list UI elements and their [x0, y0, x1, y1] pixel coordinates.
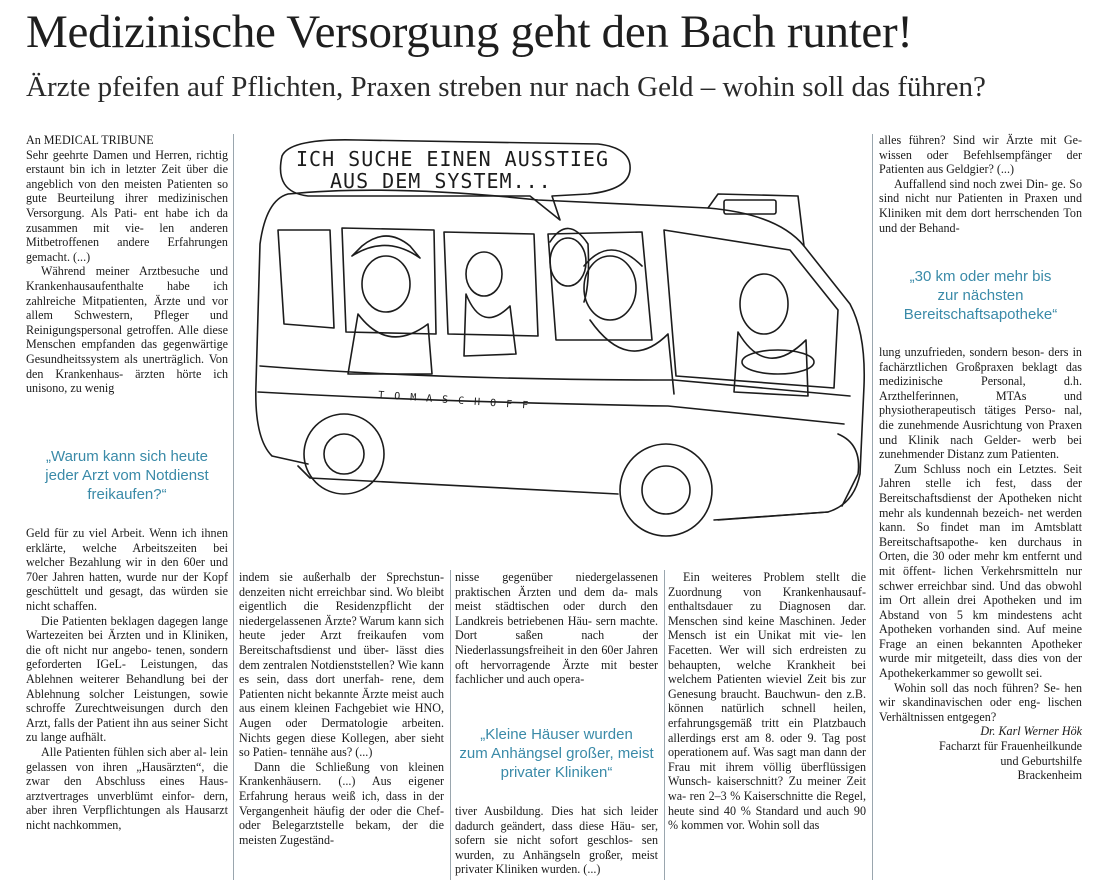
text-line: lange Wartezeiten bei Ärzten und in: [26, 613, 228, 643]
pull-quote-line: „Kleine Häuser wurden: [480, 726, 633, 743]
text-line: ser, sofern sie nicht sofort geschlos-: [455, 818, 658, 848]
speech-bubble-line: AUS DEM SYSTEM...: [330, 169, 552, 193]
text-line: Praxen und Kliniken mit dem dort: [879, 191, 1083, 220]
text-line: d.h. Arzthelferinnen, MTAs und: [879, 374, 1082, 403]
text-line: Dermatologie arbeiten. Nichts gegen: [239, 715, 444, 745]
text-line: dern, aber ihren Verpflichtungen: [26, 788, 228, 818]
text-line: falls der Patient ihn aus seiner Sicht: [53, 715, 228, 730]
text-line: Ein weiteres Problem stellt die: [683, 570, 866, 584]
pull-quote-line: Bereitschaftsapotheke“: [903, 306, 1058, 323]
text-line: Geld für zu viel Arbeit. Wenn ich: [26, 526, 197, 540]
letter-column-5: [879, 133, 1082, 235]
text-line: beklagt das medizinische Personal,: [879, 359, 1082, 389]
text-line: Abstand von 5 km mindestens acht: [879, 607, 1082, 622]
text-line: arztvertrages unverblümt einfor-: [26, 788, 195, 803]
column-divider: [233, 134, 234, 880]
text-line: über die angeblich von den meisten: [26, 162, 228, 191]
text-line: richtig erstaunt bin ich in letzter Zeit: [26, 147, 228, 177]
paragraph: [26, 148, 228, 265]
cartoon-illustration: [238, 134, 866, 559]
text-line: denzeiten nicht erreichbar sind. Wo: [239, 584, 413, 599]
text-line: Dann die Schließung von kleinen: [254, 759, 444, 774]
text-line: Während meiner Arztbesuche: [41, 264, 200, 279]
text-line: bleibt eigentlich die Residenzpflicht: [239, 584, 444, 614]
text-line: lein gelassen von ihren „Hausärzten“,: [26, 744, 228, 774]
letter-column-3: [455, 570, 658, 687]
text-line: hen wir skandinavischen oder eng-: [879, 680, 1083, 710]
text-line: Leistungen, das Ablehnen weiterer: [26, 657, 228, 686]
text-line: nisse gegenüber niedergelassenen: [455, 570, 658, 584]
text-line: zur Genesung braucht. Bauchwun-: [668, 672, 867, 701]
text-line: Apotheken vorhanden sind. Auf: [879, 622, 1046, 637]
text-line: lischen Verhältnissen entgegen?: [879, 695, 1082, 724]
pull-quote-line: „30 km oder mehr bis: [909, 268, 1052, 285]
text-line: ders in fachärztlichen Großpraxen: [879, 345, 1082, 374]
article-headline: Medizinische Versorgung geht den Bach runter!: [26, 6, 913, 58]
text-line: den z.B. können natürlich schnell: [668, 686, 867, 716]
text-line: Was sagt man dann der Frau mit: [668, 745, 867, 774]
text-line: heute sind 40 % Standard und auch: [668, 803, 850, 818]
text-line: medizinischen Versorgung. Als Pati-: [26, 191, 228, 220]
text-line: tenen, sondern geforderten IGeL-: [26, 642, 229, 672]
text-line: praktischen Ärzten und dem da-: [455, 584, 628, 599]
paragraph: [879, 345, 1082, 462]
text-line: unerträglich. Von den Krankenhaus-: [26, 351, 228, 381]
pull-quote-line: freikaufen?“: [87, 486, 167, 503]
text-line: Ärzte meist auch aus einem kleinen: [239, 686, 444, 716]
text-line: Auffallend sind noch zwei Din-: [894, 176, 1049, 191]
pull-quote-line: privater Kliniken“: [500, 764, 613, 781]
speech-bubble-line: ICH SUCHE EINEN AUSSTIEG: [296, 147, 609, 171]
paragraph: [879, 177, 1082, 235]
bus-windshield: [664, 230, 838, 388]
text-line: nur der Kopf geschüttelt und gesagt,: [26, 569, 228, 599]
author-title: Facharzt für Frauenheilkunde: [938, 739, 1082, 754]
letter-column-2: [239, 570, 444, 847]
text-line: diese Kollegen, aber sieht so Patien-: [239, 730, 444, 760]
paragraph: [455, 570, 658, 687]
pull-quote: [455, 725, 658, 782]
text-line: Die Patienten beklagen dagegen: [41, 613, 199, 628]
text-line: Alle Patienten fühlen sich aber al-: [41, 744, 207, 759]
text-line: enthaltsdauer zu Diagnosen dar.: [668, 599, 866, 614]
text-line: nal, die zunehmende Ausrichtung: [879, 403, 1082, 432]
text-line: heilen, erfahrungsgemäß tritt ein: [668, 701, 866, 730]
text-line: kann sich heute jeder Arzt freikaufen: [239, 613, 444, 643]
text-line: nicht mehr als kundennah bezeich-: [879, 490, 1083, 520]
text-line: zu behaupten, welche Krankheit bei: [668, 642, 866, 672]
text-line: gegenwärtige Gesundheitssystem als: [26, 337, 228, 366]
text-line: bei welcher Bezahlung wir in den: [26, 540, 228, 570]
paragraph: [26, 745, 228, 833]
text-line: Patienten aus Geldgier? (...): [879, 162, 1014, 177]
text-line: wissen oder Befehlsempfänger der: [879, 147, 1082, 162]
text-line: Menschen sind keine Maschinen.: [668, 613, 836, 628]
paragraph: [26, 264, 228, 395]
letter-column-1-continued: [26, 526, 228, 832]
text-line: so gewollt sei.: [972, 666, 1043, 681]
text-line: ich zahlreiche Mitpatienten, Ärzte: [26, 278, 228, 308]
text-line: 60er und 70er Jahren hatten, wurde: [26, 555, 228, 584]
bus-wheel: [620, 444, 712, 536]
text-line: lung unzufrieden, sondern beson-: [879, 345, 1045, 359]
text-line: der Vergangenheit häufig der oder: [239, 788, 444, 818]
text-line: ihnen erklärte, welche Arbeitszeiten: [26, 526, 228, 555]
text-line: oder 9. Tag post operationem auf.: [668, 730, 866, 760]
text-line: Zuordnung von Krankenhausauf-: [668, 584, 866, 599]
text-line: net werden kann. So findet man: [879, 505, 1083, 535]
text-line: len anderen Mitbetroffenen andere: [26, 220, 228, 250]
text-line: tennähe aus? (...): [290, 745, 373, 760]
text-line: ren 2–3 % Kaiserschnitte die Regel,: [689, 788, 866, 803]
text-line: kaiserschnitt? Zu meiner Zeit wa-: [668, 774, 866, 803]
text-line: Kliniken, die oft nicht nur angebo-: [26, 628, 228, 657]
text-line: dass dies von der Apothekerkammer: [879, 651, 1082, 681]
text-line: lässt dies dem zentralen Notdienststellen?: [239, 642, 444, 672]
letter-recipient: An MEDICAL TRIBUNE: [26, 133, 154, 147]
text-line: Seit Jahren stelle ich fest, dass der: [879, 461, 1083, 491]
text-line: als Hausarzt nicht nachkommen,: [26, 803, 228, 832]
paragraph: [879, 462, 1082, 681]
paragraph: [879, 133, 1082, 177]
text-line: meine Frage an einen bekannten: [879, 622, 1082, 651]
text-line: Jeder Mensch ist ein Unikat mit vie-: [668, 613, 866, 643]
text-line: herrschenden Ton und der Behand-: [879, 205, 1082, 235]
author-title: und Geburtshilfe: [1000, 753, 1082, 768]
pull-quote: [879, 267, 1082, 324]
author-city: Brackenheim: [1017, 768, 1082, 783]
text-line: meist privater Kliniken wurden. (...): [455, 847, 658, 877]
text-line: von Praxen und Klinik nach Gelder-: [879, 417, 1082, 447]
letter-column-4: [668, 570, 866, 833]
text-line: tiver Ausbildung. Dies hat sich leider: [455, 804, 658, 818]
pull-quote-line: „Warum kann sich heute: [45, 448, 208, 465]
text-line: zu lange aufhält.: [26, 730, 107, 745]
text-line: Erfahrungen gemacht. (...): [26, 235, 228, 264]
text-line: vom Bereitschaftsdienst und über-: [239, 628, 444, 657]
text-line: ent habe ich da zusammen mit vie-: [26, 205, 228, 235]
paragraph: [26, 614, 228, 745]
text-line: und Krankenhausaufenthalte habe: [26, 264, 228, 293]
text-line: bekam, der die meisten Zugeständ-: [239, 818, 444, 847]
text-line: Jahren oft hervorragende Ärzte mit: [455, 642, 658, 672]
author-name: Dr. Karl Werner Hök: [980, 724, 1082, 739]
text-line: rene, dem Patienten nicht bekannte: [239, 672, 444, 701]
bus-window: [278, 230, 334, 328]
paragraph: [239, 570, 444, 760]
column-divider: [664, 570, 665, 880]
letter-signature: [879, 724, 1082, 782]
text-line: Wohin soll das noch führen? Se-: [894, 680, 1060, 695]
text-line: Sehr geehrte Damen und Herren,: [26, 147, 192, 162]
text-line: die zwar den Abschluss eines Haus-: [26, 759, 228, 789]
column-divider: [450, 570, 451, 880]
text-line: Behandlung bei der Ablehnung: [26, 671, 228, 701]
pull-quote-line: zum Anhängsel großer, meist: [459, 745, 654, 762]
text-line: indem sie außerhalb der Sprechstun-: [239, 570, 444, 584]
bus-window: [444, 232, 538, 336]
text-line: ärzten hörte ich unisono, zu wenig: [26, 366, 228, 396]
text-line: Wie kann es sein, dass dort unerfah-: [239, 657, 444, 687]
text-line: mehr km entfernt und mit öffent-: [879, 549, 1082, 578]
text-line: im Amtsblatt Bereitschaftsapothe-: [879, 520, 1083, 549]
text-line: welchem Patienten wieviel Zeit bis: [668, 672, 846, 687]
text-line: und vor allem Schwestern, Pfleger: [26, 293, 228, 323]
text-line: Fachgebiet wie HNO, Augen oder: [239, 701, 444, 730]
text-line: solcher Leistungen, sowie schroffe: [26, 686, 228, 716]
pull-quote-line: zur nächsten: [937, 287, 1024, 304]
column-divider: [872, 134, 873, 880]
text-line: Niederlassungsfreiheit in den 60er: [455, 642, 623, 657]
text-line: die Chef- oder Belegarztstelle: [239, 803, 444, 833]
text-line: len Facetten. Wer will sich erdreisten: [668, 628, 866, 657]
text-line: mals meist städtischen oder durch: [455, 584, 658, 614]
article-subheadline: Ärzte pfeifen auf Pflichten, Praxen streben nur nach Geld – wohin soll das führen?: [26, 71, 986, 103]
text-line: Erfahrung heraus weiß ich, dass in: [239, 788, 423, 803]
text-line: physiotherapeutisch tätiges Perso-: [879, 403, 1056, 418]
paragraph: [26, 526, 228, 614]
text-line: alles führen? Sind wir Ärzte mit Ge-: [879, 133, 1082, 147]
text-line: Krankenhäusern. (...) Aus eigener: [239, 774, 444, 789]
text-line: und Reinigungspersonal getroffen.: [26, 308, 229, 337]
text-line: ge. So sind nicht nur Patienten in: [879, 176, 1082, 206]
text-line: Apotheker wurde mir mitgeteilt,: [879, 636, 1082, 666]
text-line: Alle diese Menschen empfanden das: [26, 322, 229, 352]
paragraph: [879, 681, 1082, 725]
letter-column-5-continued: [879, 345, 1082, 783]
text-line: erreichbar sind. Und das obwohl im: [879, 578, 1082, 608]
text-line: Zurechtweisungen durch den Arzt,: [26, 701, 228, 730]
text-line: Ort allein drei Apotheken und im: [899, 593, 1082, 608]
text-line: ihrem völlig überflüssigen Wunsch-: [668, 759, 866, 789]
paragraph: [455, 804, 658, 877]
text-line: Patienten so gute Beurteilung ihrer: [26, 176, 228, 206]
text-line: sen wurden, zu Anhängseln großer,: [455, 833, 658, 862]
text-line: den Landkreis betriebenen Häu-: [455, 599, 658, 628]
text-line: dadurch geändert, dass diese Häu-: [455, 818, 635, 833]
letter-column-3-continued: [455, 804, 658, 877]
text-line: ken durchaus in Orten, die 30 oder: [879, 534, 1082, 564]
text-line: sern machte. Dort saßen nach der: [455, 613, 658, 643]
paragraph: [239, 760, 444, 848]
text-line: Platzbauch allerdings erst am 8.: [668, 715, 866, 745]
text-line: das würden sie nicht schaffen.: [26, 584, 228, 613]
text-line: lichen Verkehrsmitteln nur schwer: [879, 563, 1082, 593]
text-line: 90 % kommen vor. Wohin soll das: [668, 803, 866, 833]
pull-quote-line: jeder Arzt vom Notdienst: [45, 467, 209, 484]
letter-column-1: [26, 133, 228, 396]
text-line: Bereitschaftsdienst der Apotheken: [879, 490, 1052, 505]
bus-window: [342, 228, 436, 334]
text-line: Zum Schluss noch ein Letztes.: [894, 461, 1057, 476]
text-line: bester fachlicher und auch opera-: [455, 657, 658, 687]
text-line: der niedergelassenen Ärzte? Warum: [239, 599, 444, 628]
text-line: werb bei zunehmender Distanz: [879, 432, 1082, 462]
pull-quote: [26, 447, 228, 504]
text-line: zum Patienten.: [987, 447, 1060, 462]
paragraph: [668, 570, 866, 833]
cartoon-signature: TOMASCHOFF: [377, 390, 539, 413]
